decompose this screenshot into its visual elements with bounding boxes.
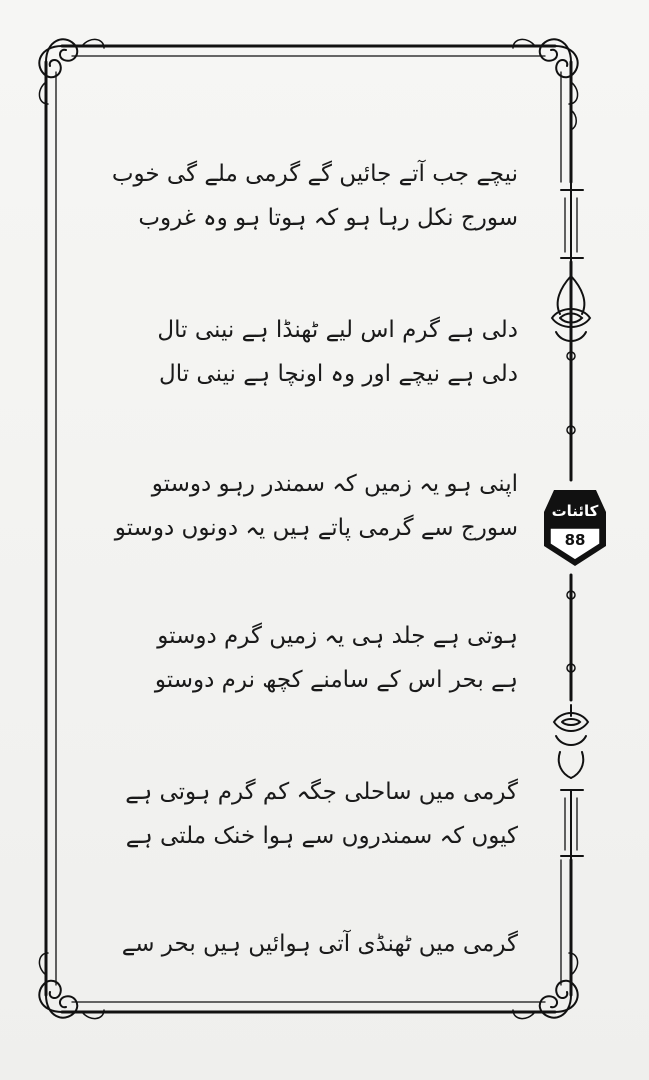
corner-ornament-bottom-left [39, 953, 104, 1019]
poem-line: سورج نکل رہا ہو کہ ہوتا ہو وہ غروب [138, 205, 518, 231]
spine-ornament-lower [561, 790, 583, 860]
poem-line: گرمی میں ٹھنڈی آتی ہوائیں ہیں بحر سے [121, 931, 518, 957]
page-number-badge [540, 482, 610, 568]
corner-ornament-top-left [39, 39, 104, 104]
corner-ornament-top-right [513, 39, 578, 130]
stanza-4 [118, 614, 518, 702]
stanza-5 [118, 770, 518, 858]
spine-ornament-upper [561, 182, 583, 262]
poem [111, 0, 518, 1080]
poem-line: ہے بحر اس کے سامنے کچھ نرم دوستو [154, 667, 518, 693]
poem-line: ہوتی ہے جلد ہی یہ زمیں گرم دوستو [157, 623, 518, 649]
poem-line: نیچے جب آتے جائیں گے گرمی ملے گی خوب [111, 161, 518, 187]
badge-shape [540, 482, 610, 568]
poem-line: دلی ہے گرم اس لیے ٹھنڈا ہے نینی تال [157, 317, 518, 343]
poem-line: دلی ہے نیچے اور وہ اونچا ہے نینی تال [159, 361, 518, 387]
stanza-3 [114, 462, 518, 550]
poem-line: اپنی ہو یہ زمیں کہ سمندر رہو دوستو [151, 471, 518, 497]
stanza-6 [118, 922, 518, 966]
poem-line: سورج سے گرمی پاتے ہیں یہ دونوں دوستو [114, 515, 518, 541]
poem-line: گرمی میں ساحلی جگہ کم گرم ہوتی ہے [125, 779, 518, 805]
stanza-1 [111, 152, 518, 240]
stanza-2 [118, 308, 518, 396]
badge-title: کائنات [551, 502, 599, 520]
poem-line: کیوں کہ سمندروں سے ہوا خنک ملتی ہے [125, 823, 518, 849]
page-number: 88 [564, 531, 586, 549]
spine-ornament-lotus-lower [554, 705, 588, 778]
corner-ornament-bottom-right [513, 953, 578, 1019]
